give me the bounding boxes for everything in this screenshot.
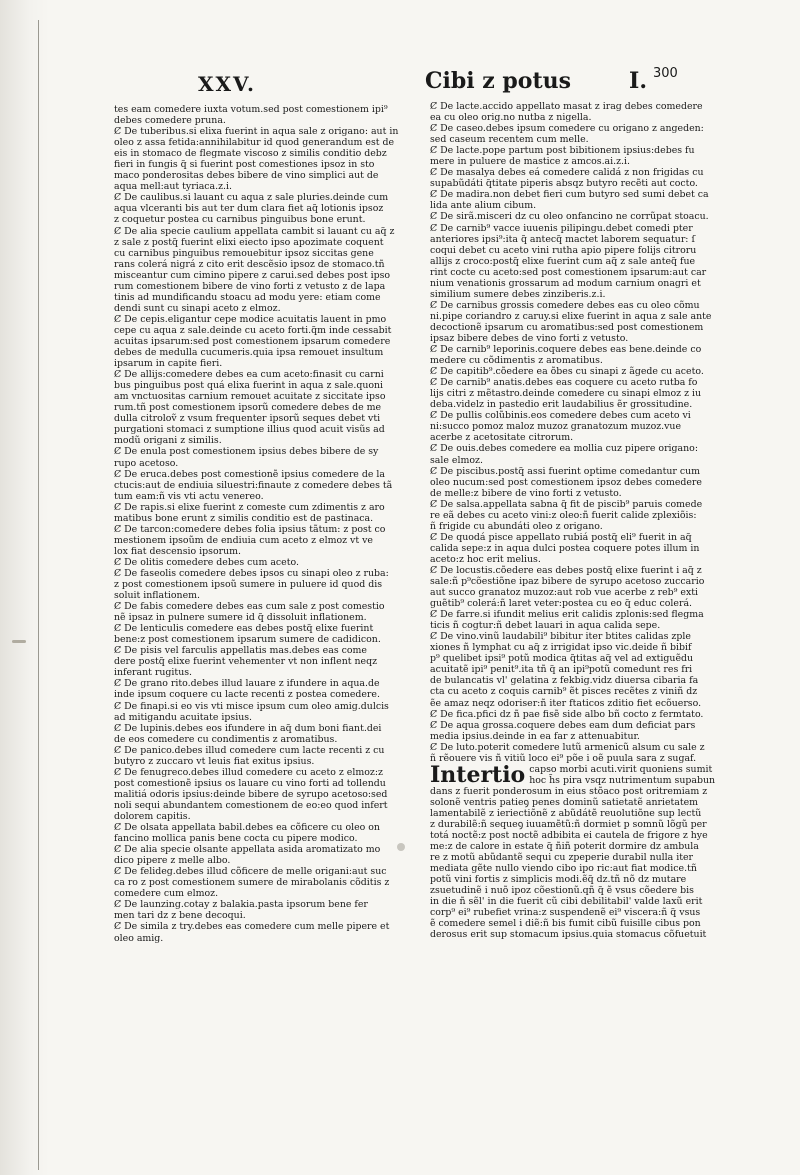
text-line: Ȼ De panico.debes illud comedere cum lacte recenti z cu (114, 744, 385, 756)
text-line: Ȼ De launzing.cotay z balakia.pasta ipsorum bene fer (114, 899, 368, 911)
text-line: Ȼ De pisis vel farculis appellatis mas.debes eas come (114, 645, 367, 657)
text-line: purgationi stomaci z sumptione illius quod acuit visũs ad (114, 424, 385, 436)
text-line: Ȼ De pullis colũbinis.eos comedere debes cum aceto vi (430, 410, 691, 422)
text-line: lida ante alium cibum. (430, 200, 537, 212)
text-line: guẽtib⁹ colerá:ñ laret veter:postea cu eo q̃ educ colerá. (430, 598, 693, 610)
text-line: aut succo granatoz muzoz:aut rob vue acerbe z reb⁹ exti (430, 587, 699, 599)
text-line: Ȼ De olitis comedere debes cum aceto. (114, 556, 299, 568)
text-line: misceantur cum cimino pipere z carui.sed debes post ipso (114, 269, 391, 281)
text-line: Ȼ De sirã.misceri dz cu oleo onfancino ne corrũpat stoacu. (430, 211, 709, 223)
text-line: dico pipere z melle albo. (114, 855, 231, 867)
text-line: dans z fuerit ponderosum in eius stõaco post oritremiam z (430, 785, 708, 797)
text-line: Ȼ De carnib⁹ anatis.debes eas coquere cu aceto rutba fo (430, 377, 698, 389)
text-line: Ȼ De salsa.appellata sabna q̃ fit de piscib⁹ paruis comede (430, 498, 703, 510)
text-line: media ipsius.deinde in ea far z attenuabitur. (430, 730, 640, 742)
text-line: de bulancatis vl' gelatina z fekbig.vidz diuersa cibaria fa (430, 675, 699, 687)
text-line: butyro z zuccaro vt leuis fiat exitus ipsius. (114, 755, 315, 767)
text-line: Ȼ De lacte.pope partum post bibitionem ipsius:debes fu (430, 145, 695, 157)
text-line: cepe cu aqua z sale.deinde cu aceto forti.q̃m inde cessabit (114, 324, 392, 336)
text-line: Ȼ De alia specie caulium appellata cambit si lauant cu aq̃ z (114, 225, 395, 237)
text-line: nium venationis grossarum ad modum carnium onagri et (430, 277, 701, 289)
text-line: solonẽ ventris patieꝯ penes dominũ satietatẽ anrietatem (430, 796, 699, 808)
text-line: Ȼ De alia specie olsante appellata asida aromatizato mo (114, 844, 381, 856)
page-edge-mark (12, 640, 26, 643)
text-line: Ȼ De ouis.debes comedere ea mollia cuz pipere origano: (430, 443, 698, 455)
text-line: z durabilẽ:ñ sequeꝯ iuuamẽtũ:ñ dormiet p somnũ lõgũ per (430, 818, 707, 830)
text-line: ipsaz bibere debes de vino forti z vetusto. (430, 332, 629, 344)
interrupt-initial-word: Intertio (430, 763, 526, 786)
text-line: allijs z croco:postq̃ elixe fuerint cum aq̃ z sale anteq̃ fue (430, 255, 696, 267)
text-line: matibus bone erunt z similis conditio est de pastinaca. (114, 512, 374, 524)
text-line: soluit inflationem. (114, 590, 200, 602)
text-line: aqua vlceranti bis aut ter dum clara fiet aq̃ lotionis ipsoz (114, 203, 384, 215)
text-line: ipsarum in capite fieri. (114, 358, 223, 370)
text-line: coqui debet cu aceto vini rutha apio pipere folijs citroru (430, 244, 697, 256)
text-line: ctucis:aut de endiuia siluestri:finaute z comedere debes tã (114, 479, 393, 491)
text-line: malitiá odoris ipsius:deinde bibere de syrupo acetoso:sed (114, 788, 388, 800)
text-line: aceto:z hoc erit melius. (430, 553, 541, 565)
text-line: Ȼ De lupinis.debes eos ifundere in aq̃ dum boni fiant.dei (114, 722, 382, 734)
text-line: ca ro z post comestionem sumere de mirabolanis cõditis z (114, 877, 390, 889)
text-line: oleo z assa fetida:annihilabitur id quod generandum est de (114, 137, 395, 149)
text-line: Ȼ De carnibus grossis comedere debes eas cu oleo cõmu (430, 299, 700, 311)
text-line: Ȼ De rapis.si elixe fuerint z comeste cum zdimentis z aro (114, 501, 385, 513)
text-line: deba.videlz in pastedio erit laudabilius ẽr grossitudine. (430, 399, 693, 411)
text-line: dolorem capitis. (114, 811, 191, 822)
running-head-title: Cibi z potus (425, 68, 572, 94)
text-line: bene:z post comestionem ipsarum sumere de cadidicon. (114, 634, 381, 646)
text-line: ñ rẽouere vis ñ vitiũ loco ei⁹ põe i oẽ puula sara z sugaf. (430, 752, 697, 764)
text-line: lox fiat descensio ipsorum. (114, 545, 241, 557)
folio-number: I. (629, 68, 647, 94)
text-line: sale:ñ p⁹cõestiõne ipaz bibere de syrupo acetoso zuccario (430, 576, 705, 588)
text-line: ni.pipe coriandro z caruy.si elixe fuerint in aqua z sale ante (430, 310, 712, 322)
text-line: tum eam:ñ vis vti actu venereo. (114, 490, 264, 502)
text-line: dere postq̃ elixe fuerint vehementer vt non inflent neqz (114, 656, 378, 668)
running-head-right (425, 68, 647, 94)
text-line: inde ipsum coquere cu lacte recenti z postea comedere. (114, 689, 380, 701)
text-line: rupo acetoso. (114, 457, 179, 469)
text-line: xiones ñ lymphat cu aq̃ z irrigidat ipso vic.deide ñ bibif (430, 642, 692, 654)
text-line: similium sumere debes zinziberis.z.i. (430, 288, 606, 300)
text-line: Ȼ De tarcon:comedere debes folia ipsius tãtum: z post co (114, 523, 386, 535)
text-line: acuitatẽ ipi⁹ penit⁹.ita tñ q̃ an ipi⁹potũ comedunt res fri (430, 664, 693, 676)
text-line: Ȼ De simila z try.debes eas comedere cum melle pipere et (114, 921, 390, 933)
text-line: maco ponderositas debes bibere de vino simplici aut de (114, 170, 379, 182)
text-line: me:z de calore in estate q̃ ñiñ poterit dormire dz ambula (430, 841, 699, 853)
text-line: Ȼ De tuberibus.si elixa fuerint in aqua sale z origano: aut in (114, 126, 399, 138)
text-line: Ȼ De felideg.debes illud cõficere de melle origani:aut suc (114, 866, 387, 878)
text-line: Ȼ De faseolis comedere debes ipsos cu sinapi oleo z ruba: (114, 567, 389, 579)
text-line: post comestionẽ ipsius os lauare cu vino forti ad tollendu (114, 777, 386, 789)
text-line: de eos comedere cu condimentis z aromatibus. (114, 733, 338, 745)
text-line: re z motũ abũdantẽ sequi cu zpeperie durabil nulla iter (430, 852, 694, 864)
text-line: comedere cum elmoz. (114, 888, 219, 900)
text-line: debes comedere pruna. (114, 115, 226, 127)
text-line: derosus erit sup stomacum ipsius.quia stomacus cõfuetuit (430, 929, 707, 941)
text-line: ẽe amaz neqz odoriser:ñ iter ftaticos zditio fiet ecõuerso. (430, 697, 702, 709)
text-line: mediata gẽte nullo viendo cibo ipo ric:aut fiat modice.tñ (430, 863, 697, 875)
text-line: Ȼ De lacte.accido appellato masat z irag debes comedere (430, 101, 703, 112)
right-text-column (430, 101, 720, 940)
text-line: z coquetur postea cu carnibus pinguibus bone erunt. (114, 214, 366, 226)
text-line: acerbe z acetositate citrorum. (430, 432, 574, 444)
text-line: bus pinguibus post quá elixa fuerint in aqua z sale.quoni (114, 380, 384, 392)
text-line: sale elmoz. (430, 454, 483, 466)
text-line: supabũdáti q̃titate piperis absqz butyro recẽti aut cocto. (430, 178, 698, 190)
text-line: tinis ad mundificandu stoacu ad modu yere: etiam come (114, 291, 381, 303)
running-head-left: XXV. (198, 72, 257, 96)
text-line: z sale z postq̃ fuerint elixi eiecto ipso apozimate coquent (114, 236, 384, 248)
text-line: rum comestionem bibere de vino forti z vetusto z de lapa (114, 280, 386, 292)
text-line: Ȼ De aqua grossa.coquere debes eam dum deficiat pars (430, 719, 696, 731)
text-line: ad mitigandu acuitate ipsius. (114, 711, 253, 723)
text-line: Ȼ De carnib⁹ leporinis.coquere debes eas bene.deinde co (430, 344, 702, 356)
text-line: p⁹ quelibet ipsi⁹ potũ modica q̃titas aq̃ vel ad extiguẽdu (430, 653, 694, 665)
text-line: inferant rugitus. (114, 667, 193, 679)
text-line: Ȼ De caseo.debes ipsum comedere cu origano z angeden: (430, 123, 704, 135)
text-line: Ȼ De fenugreco.debes illud comedere cu aceto z elmoz:z (114, 766, 383, 778)
text-line: lijs citri z mẽtastro.deinde comedere cu sinapi elmoz z iu (430, 388, 702, 400)
text-line: Ȼ De eruca.debes post comestionẽ ipsius comedere de la (114, 468, 385, 480)
text-line: z post comestionem ipsoũ sumere in puluere id quod dis (114, 579, 383, 591)
right-column-part-b (430, 786, 720, 941)
text-line: aqua mell:aut tyriaca.z.i. (114, 181, 233, 193)
page-edge-line (38, 20, 39, 1170)
text-line: Ȼ De piscibus.postq̃ assi fuerint optime comedantur cum (430, 465, 701, 477)
text-line: dulla citroloṽ z vsum frequenter ipsorũ seques debet vti (114, 413, 381, 425)
paper-stain (397, 843, 405, 851)
interrupt-paragraph-start (430, 764, 720, 786)
text-line: rum.tñ post comestionem ipsorũ comedere debes de me (114, 402, 382, 414)
text-line: zsuetudinẽ i nuõ ipoz cõestionũ.qñ q̃ ẽ vsus cõedere bis (430, 885, 694, 897)
text-line: Ȼ De masalya debes eá comedere calidá z non frigidas cu (430, 167, 704, 179)
text-line: calida sepe:z in aqua dulci postea coquere potes illum in (430, 542, 700, 554)
left-text-column (114, 104, 404, 944)
text-line: acuitas ipsarum:sed post comestionem ipsarum comedere (114, 335, 391, 347)
text-line: decoctionẽ ipsarum cu aromatibus:sed post comestionem (430, 321, 704, 333)
text-line: nẽ ipsaz in pulnere sumere id q̃ dissoluit inflationem. (114, 612, 367, 624)
text-line: modũ origani z similis. (114, 435, 222, 447)
text-line: de melle:z bibere de vino forti z vetusto. (430, 487, 622, 499)
text-line: ni:succo pomoz maloz muzoz granatozum muzoz.vue (430, 421, 682, 433)
binding-shadow (0, 0, 50, 1175)
text-line: fancino mollica panis bene cocta cu pipere modico. (114, 833, 358, 845)
text-line: sed caseum recentem cum melle. (430, 134, 589, 146)
text-line: potũ vini fortis z simplicis modi.ẽq̃ dz.tñ nõ dz mutare (430, 874, 687, 886)
text-line: Ȼ De lenticulis comedere eas debes postq̃ elixe fuerint (114, 623, 374, 635)
interrupt-line-2: hoc h̃s pira vsqz nutrimentum supabun (529, 774, 716, 786)
text-line: Ȼ De grano rito.debes illud lauare z ifundere in aqua.de (114, 678, 380, 690)
text-line: eis in stomaco de flegmate viscoso z similis conditio debz (114, 148, 387, 160)
right-column-part-a (430, 101, 720, 764)
text-line: lamentabilẽ z ieriectiõnẽ z abũdátẽ reuolutiõne sup lectũ (430, 807, 702, 819)
text-line: rans colerá nigrá z cito erit descẽsio ipsoz de stomaco.tñ (114, 258, 385, 270)
text-line: mestionem ipsoũm de endiuia cum aceto z elmoz vt ve (114, 534, 373, 546)
page-number: 300 (653, 66, 678, 81)
text-line: ticis ñ cogtur:ñ debet lauari in aqua calida sepe. (430, 620, 661, 632)
text-line: cta cu aceto z coquis carnib⁹ ẽt pisces recẽtes z viniñ dz (430, 686, 698, 698)
text-line: mere in puluere de mastice z amcos.ai.z.i. (430, 156, 631, 168)
text-line: Ȼ De locustis.cõedere eas debes postq̃ elixe fuerint i aq̃ z (430, 564, 702, 576)
text-line: Ȼ De quodá pisce appellato rubiá postq̃ eli⁹ fuerit in aq̃ (430, 531, 692, 543)
text-line: Ȼ De allijs:comedere debes ea cum aceto:finasit cu carni (114, 369, 384, 381)
text-line: ẽ comedere semel i diẽ:ñ bis fumit cibũ fuisille cibus pon (430, 918, 701, 930)
text-line: fieri in fungis q̃ si fuerint post comestiones ipsoz in sto (114, 159, 375, 171)
text-line: Ȼ De caulibus.si lauant cu aqua z sale pluries.deinde cum (114, 192, 389, 204)
text-line: am vnctuositas carnium remouet acuitate z siccitate ipso (114, 391, 386, 403)
text-line: noli sequi abundantem comestionem de eo:eo quod infert (114, 799, 388, 811)
text-line: in die ñ sẽl' in die fuerit cũ cibi debilitabil' valde laxũ erit (430, 896, 703, 908)
text-line: ñ frigide cu abundáti oleo z origano. (430, 520, 603, 532)
text-line: Ȼ De vino.vinũ laudabili⁹ bibitur iter btites calidas zple (430, 631, 691, 643)
text-line: Ȼ De fica.pfici dz ñ pae fisẽ side albo bñ cocto z fermtato. (430, 708, 704, 720)
text-line: dendi sunt cu sinapi aceto z elmoz. (114, 302, 281, 314)
text-line: Ȼ De olsata appellata babil.debes ea cõficere cu oleo on (114, 822, 380, 834)
text-line: Ȼ De cepis.eligantur cepe modice acuitatis lauent in pmo (114, 313, 387, 325)
text-line: rint cocte cu aceto:sed post comestionem ipsarum:aut car (430, 266, 707, 278)
text-line: ea cu oleo orig.no nutba z nigella. (430, 112, 592, 124)
text-line: anteriores ipsi⁹:ita q̃ antecq̃ mactet laborem sequatur: ſ (430, 233, 695, 245)
text-line: Ȼ De enula post comestionem ipsius debes bibere de sy (114, 446, 379, 458)
text-line: Ȼ De farre.si ifundit melius erit calidis zplonis:sed flegma (430, 609, 704, 621)
text-line: re eã debes cu aceto vini:z oleo:ñ fuerit calide zplexiõis: (430, 509, 697, 521)
text-line: Ȼ De luto.poterit comedere lutũ armenicũ alsum cu sale z (430, 741, 705, 753)
text-line: Ȼ De fabis comedere debes eas cum sale z post comestio (114, 601, 385, 613)
text-line: Ȼ De finapi.si eo vis vti misce ipsum cum oleo amig.dulcis (114, 700, 389, 712)
interrupt-line-1: capso morbi acuti.virit quoniens sumit (529, 763, 713, 775)
text-line: oleo nucum:sed post comestionem ipsoz debes comedere (430, 476, 702, 488)
text-line: Ȼ De madira.non debet fieri cum butyro sed sumi debet ca (430, 189, 709, 201)
text-line: men tari dz z bene decoqui. (114, 910, 246, 922)
text-line: tes eam comedere iuxta votum.sed post comestionem ipi⁹ (114, 104, 388, 115)
text-line: oleo amig. (114, 932, 164, 944)
text-line: debes de medulla cucumeris.quia ipsa remouet insultum (114, 347, 384, 359)
text-line: Ȼ De carnib⁹ vacce iuuenis pilipingu.debet comedi pter (430, 222, 693, 234)
text-line: cu carnibus pinguibus remouebitur ipsoz siccitas gene (114, 247, 374, 259)
text-line: Ȼ De capitib⁹.cõedere ea õbes cu sinapi z ãgede cu aceto. (430, 366, 704, 378)
text-line: medere cu cõdimentis z aromatibus. (430, 355, 603, 367)
text-line: totá noctẽ:z post noctẽ adbibita ei cautela de frigore z hye (430, 830, 708, 841)
text-line: corp⁹ ei⁹ rubefiet vrina:z suspendenẽ ei⁹ viscera:ñ q̃ vsus (430, 907, 701, 919)
